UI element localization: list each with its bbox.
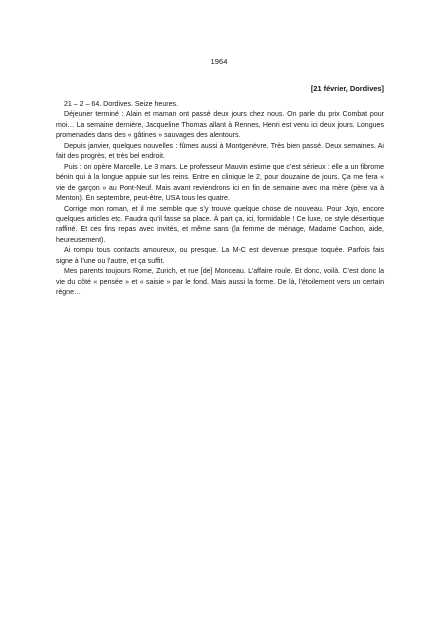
- paragraph-text: Corrige mon roman, et il me semble que s’y trouve quelque chose de nouveau. Pour: [64, 205, 345, 213]
- paragraph: Puis : on opère Marcelle. Le 3 mars. Le professeur Mauvin estime que c’est sérieux : elle a un fibrome bénin qui à la longue appuie sur les reins. Entre en clinique le 2, pour douzaine de jours. Ça me fera « vie de garçon » au Pont-Neuf. Mais avant reviendrons ici en fin de semaine avec ma mère (père va à Menton). En septembre, peut-être, USA tous les quatre.: [56, 163, 384, 203]
- paragraph: 21 – 2 – 64. Dordives. Seize heures.: [64, 101, 178, 108]
- paragraph: [56, 205, 384, 247]
- paragraph: Ai rompu tous contacts amoureux, ou presque. La M-C est devenue presque toquée. Parfois fais signe à l’une ou l’autre, et ça suffit.: [56, 247, 384, 265]
- paragraph: Depuis janvier, quelques nouvelles : fûmes aussi à Montgenèvre. Très bien passé. Deux semaines. Ai fait des progrès, et très bel endroit.: [56, 142, 384, 161]
- entry-heading: [21 février, Dordives]: [310, 84, 384, 93]
- year-header: 1964: [210, 57, 228, 66]
- paragraph-text: , encore quelques articles etc. Faudra qu’il fasse sa place. À part ça, ici, formidable ! Ce luxe, ce style désertique raffiné. Et ces fins repas avec invités, et même sans (la femme de ménage, Madame Cachon, aide, heureusement).: [56, 205, 385, 244]
- entry-body: [56, 100, 384, 299]
- paragraph: Déjeuner terminé : Alain et maman ont passé deux jours chez nous. On parle du prix Combat pour moi… La semaine dernière, Jacqueline Thomas allant à Rennes, Henri est venu ici deux jours. Longues promenades dans des « gâtines » sauvages des alentours.: [56, 111, 384, 140]
- italic-title: Jojo: [344, 205, 358, 213]
- paragraph: Mes parents toujours Rome, Zurich, et rue [de] Monceau. L’affaire roule. Et donc, voilà. C’est donc la vie du côté « pensée » et « saisie » par le fond. Mais aussi la forme. De là, l’étoilement vers un certain règne…: [56, 268, 384, 297]
